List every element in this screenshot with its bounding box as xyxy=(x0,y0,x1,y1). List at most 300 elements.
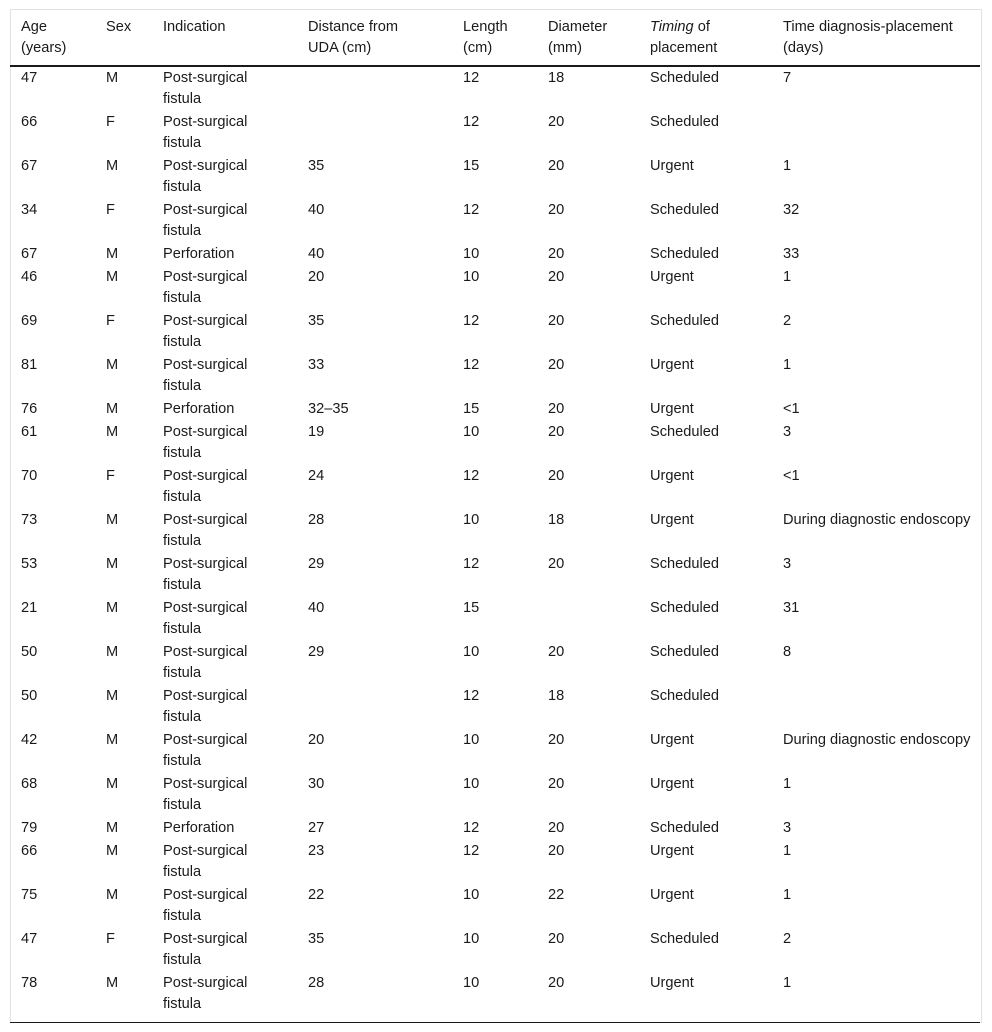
cell-time-diagnosis-text: 2 xyxy=(783,931,792,947)
cell-length-text: 10 xyxy=(463,887,480,903)
cell-time-diagnosis xyxy=(772,244,980,267)
cell-age xyxy=(10,267,95,311)
cell-diameter xyxy=(537,686,639,730)
table-row xyxy=(10,841,980,885)
cell-timing xyxy=(639,267,772,311)
cell-sex-text: M xyxy=(106,688,119,704)
cell-sex xyxy=(95,973,152,1023)
cell-sex xyxy=(95,818,152,841)
cell-time-diagnosis xyxy=(772,642,980,686)
cell-length-text: 10 xyxy=(463,931,480,947)
cell-length xyxy=(452,885,537,929)
cell-diameter xyxy=(537,642,639,686)
table-row xyxy=(10,200,980,244)
cell-age-text: 66 xyxy=(21,114,38,130)
cell-age-text: 81 xyxy=(21,357,38,373)
cell-diameter-text: 20 xyxy=(548,114,565,130)
cell-indication-text: Perforation xyxy=(163,246,235,262)
cell-sex xyxy=(95,244,152,267)
table-row xyxy=(10,267,980,311)
cell-timing-text: Scheduled xyxy=(650,424,719,440)
cell-length-text: 15 xyxy=(463,401,480,417)
cell-age-text: 79 xyxy=(21,820,38,836)
cell-indication-text: Post-surgical fistula xyxy=(163,688,248,725)
cell-indication-text: Post-surgical fistula xyxy=(163,644,248,681)
cell-timing-text: Urgent xyxy=(650,887,694,903)
cell-sex xyxy=(95,885,152,929)
cell-indication xyxy=(152,554,297,598)
cell-indication xyxy=(152,200,297,244)
cell-age xyxy=(10,422,95,466)
cell-age xyxy=(10,311,95,355)
cell-timing-text: Urgent xyxy=(650,776,694,792)
cell-diameter xyxy=(537,66,639,112)
cell-distance xyxy=(297,156,452,200)
cell-sex-text: M xyxy=(106,556,119,572)
cell-diameter xyxy=(537,466,639,510)
cell-diameter xyxy=(537,973,639,1023)
cell-time-diagnosis xyxy=(772,686,980,730)
cell-timing-text: Scheduled xyxy=(650,556,719,572)
cell-length xyxy=(452,554,537,598)
cell-indication-text: Post-surgical fistula xyxy=(163,556,248,593)
cell-diameter xyxy=(537,200,639,244)
cell-timing-text: Urgent xyxy=(650,975,694,991)
cell-sex-text: M xyxy=(106,269,119,285)
cell-length-text: 10 xyxy=(463,732,480,748)
cell-distance-text: 40 xyxy=(308,600,325,616)
cell-distance-text: 20 xyxy=(308,269,325,285)
cell-length-text: 12 xyxy=(463,843,480,859)
cell-indication-text: Post-surgical fistula xyxy=(163,202,248,239)
cell-indication-text: Post-surgical fistula xyxy=(163,313,248,350)
cell-timing xyxy=(639,156,772,200)
cell-timing xyxy=(639,355,772,399)
cell-diameter xyxy=(537,885,639,929)
cell-age xyxy=(10,841,95,885)
cell-timing-text: Urgent xyxy=(650,512,694,528)
cell-timing xyxy=(639,422,772,466)
cell-distance xyxy=(297,973,452,1023)
cell-distance xyxy=(297,841,452,885)
cell-sex-text: M xyxy=(106,401,119,417)
cell-timing xyxy=(639,66,772,112)
cell-diameter xyxy=(537,244,639,267)
cell-sex xyxy=(95,311,152,355)
cell-indication-text: Post-surgical fistula xyxy=(163,269,248,306)
cell-diameter-text: 20 xyxy=(548,843,565,859)
table-row xyxy=(10,422,980,466)
cell-age-text: 76 xyxy=(21,401,38,417)
cell-diameter-text: 20 xyxy=(548,158,565,174)
cell-length xyxy=(452,774,537,818)
cell-timing xyxy=(639,818,772,841)
cell-indication xyxy=(152,244,297,267)
cell-timing xyxy=(639,399,772,422)
cell-distance xyxy=(297,774,452,818)
cell-age-text: 46 xyxy=(21,269,38,285)
table-row xyxy=(10,554,980,598)
cell-distance-text: 28 xyxy=(308,512,325,528)
cell-age xyxy=(10,510,95,554)
table-row xyxy=(10,510,980,554)
cell-diameter-text: 20 xyxy=(548,975,565,991)
cell-timing xyxy=(639,973,772,1023)
cell-length-text: 12 xyxy=(463,70,480,86)
cell-age xyxy=(10,730,95,774)
cell-time-diagnosis-text: During diagnostic endoscopy xyxy=(783,512,971,528)
cell-sex-text: F xyxy=(106,202,115,218)
stent-placement-table xyxy=(10,10,980,1023)
cell-indication xyxy=(152,311,297,355)
cell-time-diagnosis-text: 1 xyxy=(783,269,792,285)
cell-indication xyxy=(152,973,297,1023)
cell-age xyxy=(10,929,95,973)
cell-age-text: 50 xyxy=(21,644,38,660)
cell-length xyxy=(452,267,537,311)
cell-sex xyxy=(95,66,152,112)
cell-timing-text: Scheduled xyxy=(650,644,719,660)
cell-distance-text: 29 xyxy=(308,644,325,660)
cell-length xyxy=(452,112,537,156)
cell-indication-text: Post-surgical fistula xyxy=(163,468,248,505)
cell-timing-text: Urgent xyxy=(650,357,694,373)
cell-diameter xyxy=(537,422,639,466)
cell-age-text: 70 xyxy=(21,468,38,484)
cell-age xyxy=(10,973,95,1023)
header-timing-emphasis: Timing xyxy=(650,19,694,35)
cell-timing xyxy=(639,885,772,929)
cell-diameter xyxy=(537,774,639,818)
cell-age-text: 34 xyxy=(21,202,38,218)
cell-distance-text: 23 xyxy=(308,843,325,859)
cell-age xyxy=(10,466,95,510)
cell-timing-text: Scheduled xyxy=(650,246,719,262)
cell-time-diagnosis xyxy=(772,66,980,112)
cell-age-text: 53 xyxy=(21,556,38,572)
table-row xyxy=(10,730,980,774)
cell-age-text: 50 xyxy=(21,688,38,704)
cell-timing-text: Urgent xyxy=(650,732,694,748)
table-header xyxy=(10,10,980,66)
cell-diameter-text: 20 xyxy=(548,313,565,329)
cell-time-diagnosis xyxy=(772,730,980,774)
cell-distance-text: 27 xyxy=(308,820,325,836)
cell-indication-text: Post-surgical fistula xyxy=(163,732,248,769)
cell-length-text: 12 xyxy=(463,313,480,329)
cell-indication-text: Post-surgical fistula xyxy=(163,158,248,195)
cell-distance xyxy=(297,466,452,510)
cell-indication xyxy=(152,885,297,929)
cell-indication-text: Post-surgical fistula xyxy=(163,975,248,1012)
cell-time-diagnosis xyxy=(772,422,980,466)
cell-timing xyxy=(639,774,772,818)
cell-distance-text: 35 xyxy=(308,931,325,947)
cell-length-text: 12 xyxy=(463,556,480,572)
cell-sex-text: F xyxy=(106,931,115,947)
cell-diameter xyxy=(537,112,639,156)
cell-diameter-text: 20 xyxy=(548,776,565,792)
cell-indication-text: Post-surgical fistula xyxy=(163,114,248,151)
cell-indication xyxy=(152,774,297,818)
cell-time-diagnosis-text: 2 xyxy=(783,313,792,329)
cell-sex xyxy=(95,156,152,200)
cell-timing xyxy=(639,554,772,598)
table-row xyxy=(10,642,980,686)
cell-length xyxy=(452,929,537,973)
cell-indication-text: Post-surgical fistula xyxy=(163,357,248,394)
cell-age-text: 47 xyxy=(21,70,38,86)
cell-length-text: 10 xyxy=(463,512,480,528)
cell-length-text: 12 xyxy=(463,202,480,218)
cell-time-diagnosis xyxy=(772,267,980,311)
cell-age-text: 21 xyxy=(21,600,38,616)
cell-diameter-text: 20 xyxy=(548,357,565,373)
cell-time-diagnosis-text: 8 xyxy=(783,644,792,660)
cell-length-text: 12 xyxy=(463,114,480,130)
cell-diameter-text: 20 xyxy=(548,202,565,218)
cell-diameter xyxy=(537,841,639,885)
cell-length xyxy=(452,66,537,112)
cell-length-text: 10 xyxy=(463,424,480,440)
table-row xyxy=(10,244,980,267)
cell-time-diagnosis-text: 32 xyxy=(783,202,800,218)
cell-timing xyxy=(639,841,772,885)
cell-age xyxy=(10,686,95,730)
cell-sex-text: M xyxy=(106,158,119,174)
cell-indication xyxy=(152,929,297,973)
cell-time-diagnosis-text: 3 xyxy=(783,556,792,572)
header-distance: Distance from UDA (cm) xyxy=(297,10,452,66)
cell-time-diagnosis-text: 1 xyxy=(783,843,792,859)
header-age: Age (years) xyxy=(10,10,95,66)
cell-length-text: 10 xyxy=(463,975,480,991)
cell-diameter xyxy=(537,156,639,200)
cell-sex xyxy=(95,730,152,774)
cell-sex-text: M xyxy=(106,644,119,660)
cell-age xyxy=(10,200,95,244)
cell-indication-text: Perforation xyxy=(163,401,235,417)
cell-time-diagnosis-text: <1 xyxy=(783,401,800,417)
cell-diameter-text: 18 xyxy=(548,688,565,704)
cell-diameter-text: 20 xyxy=(548,246,565,262)
cell-sex-text: M xyxy=(106,512,119,528)
cell-length xyxy=(452,311,537,355)
cell-age-text: 75 xyxy=(21,887,38,903)
cell-distance xyxy=(297,112,452,156)
cell-sex-text: M xyxy=(106,600,119,616)
cell-distance xyxy=(297,399,452,422)
cell-timing xyxy=(639,686,772,730)
cell-distance xyxy=(297,598,452,642)
cell-distance-text: 40 xyxy=(308,202,325,218)
cell-time-diagnosis-text: 1 xyxy=(783,887,792,903)
cell-distance-text: 30 xyxy=(308,776,325,792)
table-row xyxy=(10,686,980,730)
cell-sex xyxy=(95,466,152,510)
cell-time-diagnosis xyxy=(772,818,980,841)
cell-distance xyxy=(297,818,452,841)
cell-age xyxy=(10,642,95,686)
cell-time-diagnosis xyxy=(772,598,980,642)
cell-diameter-text: 20 xyxy=(548,931,565,947)
cell-distance xyxy=(297,885,452,929)
table-row xyxy=(10,818,980,841)
cell-length xyxy=(452,244,537,267)
cell-indication-text: Post-surgical fistula xyxy=(163,887,248,924)
cell-sex-text: M xyxy=(106,357,119,373)
header-row xyxy=(10,10,980,66)
cell-distance-text: 19 xyxy=(308,424,325,440)
cell-sex xyxy=(95,554,152,598)
cell-length xyxy=(452,642,537,686)
cell-diameter xyxy=(537,598,639,642)
header-length: Length (cm) xyxy=(452,10,537,66)
cell-timing-text: Scheduled xyxy=(650,202,719,218)
cell-age-text: 67 xyxy=(21,246,38,262)
header-timing-rest: of placement xyxy=(650,19,718,56)
cell-timing-text: Scheduled xyxy=(650,820,719,836)
cell-timing xyxy=(639,510,772,554)
cell-length xyxy=(452,355,537,399)
cell-sex xyxy=(95,841,152,885)
cell-timing-text: Urgent xyxy=(650,843,694,859)
cell-diameter xyxy=(537,267,639,311)
cell-length xyxy=(452,422,537,466)
header-indication: Indication xyxy=(152,10,297,66)
cell-diameter-text: 20 xyxy=(548,820,565,836)
cell-timing xyxy=(639,466,772,510)
cell-age xyxy=(10,244,95,267)
cell-distance-text: 35 xyxy=(308,158,325,174)
cell-time-diagnosis-text: 33 xyxy=(783,246,800,262)
cell-diameter xyxy=(537,355,639,399)
cell-diameter-text: 18 xyxy=(548,512,565,528)
cell-distance xyxy=(297,244,452,267)
cell-time-diagnosis xyxy=(772,200,980,244)
cell-indication xyxy=(152,642,297,686)
cell-age-text: 67 xyxy=(21,158,38,174)
cell-timing xyxy=(639,598,772,642)
cell-indication xyxy=(152,422,297,466)
cell-age xyxy=(10,598,95,642)
cell-distance xyxy=(297,730,452,774)
cell-time-diagnosis xyxy=(772,774,980,818)
cell-sex-text: M xyxy=(106,887,119,903)
cell-indication-text: Post-surgical fistula xyxy=(163,600,248,637)
cell-timing xyxy=(639,112,772,156)
cell-timing-text: Urgent xyxy=(650,468,694,484)
cell-time-diagnosis xyxy=(772,355,980,399)
cell-time-diagnosis xyxy=(772,399,980,422)
cell-diameter-text: 18 xyxy=(548,70,565,86)
table-row xyxy=(10,399,980,422)
cell-length-text: 15 xyxy=(463,158,480,174)
cell-sex-text: M xyxy=(106,776,119,792)
cell-timing-text: Scheduled xyxy=(650,70,719,86)
cell-age xyxy=(10,774,95,818)
cell-sex-text: F xyxy=(106,468,115,484)
cell-sex-text: M xyxy=(106,70,119,86)
cell-timing-text: Scheduled xyxy=(650,114,719,130)
cell-distance xyxy=(297,686,452,730)
cell-diameter xyxy=(537,554,639,598)
cell-sex-text: M xyxy=(106,246,119,262)
cell-indication xyxy=(152,730,297,774)
cell-sex xyxy=(95,686,152,730)
cell-time-diagnosis-text: 1 xyxy=(783,158,792,174)
cell-age-text: 42 xyxy=(21,732,38,748)
cell-time-diagnosis-text: During diagnostic endoscopy xyxy=(783,732,971,748)
cell-indication-text: Post-surgical fistula xyxy=(163,70,248,107)
cell-time-diagnosis xyxy=(772,885,980,929)
table-row xyxy=(10,311,980,355)
cell-length xyxy=(452,399,537,422)
cell-time-diagnosis-text: 1 xyxy=(783,357,792,373)
cell-time-diagnosis xyxy=(772,841,980,885)
cell-length xyxy=(452,510,537,554)
cell-time-diagnosis xyxy=(772,466,980,510)
cell-age-text: 78 xyxy=(21,975,38,991)
header-sex: Sex xyxy=(95,10,152,66)
cell-age-text: 73 xyxy=(21,512,38,528)
cell-age xyxy=(10,399,95,422)
cell-distance xyxy=(297,66,452,112)
cell-timing-text: Urgent xyxy=(650,269,694,285)
cell-distance xyxy=(297,642,452,686)
cell-diameter-text: 20 xyxy=(548,269,565,285)
cell-timing xyxy=(639,730,772,774)
cell-timing-text: Scheduled xyxy=(650,313,719,329)
cell-diameter-text: 20 xyxy=(548,644,565,660)
cell-time-diagnosis-text: 3 xyxy=(783,820,792,836)
cell-length xyxy=(452,973,537,1023)
cell-age xyxy=(10,66,95,112)
cell-diameter-text: 20 xyxy=(548,732,565,748)
cell-diameter-text: 20 xyxy=(548,401,565,417)
cell-sex xyxy=(95,598,152,642)
cell-time-diagnosis-text: 31 xyxy=(783,600,800,616)
cell-sex xyxy=(95,112,152,156)
cell-indication xyxy=(152,841,297,885)
cell-timing xyxy=(639,929,772,973)
cell-length-text: 10 xyxy=(463,269,480,285)
cell-time-diagnosis xyxy=(772,554,980,598)
cell-time-diagnosis xyxy=(772,156,980,200)
cell-indication-text: Perforation xyxy=(163,820,235,836)
table-row xyxy=(10,774,980,818)
cell-length xyxy=(452,841,537,885)
cell-diameter xyxy=(537,730,639,774)
cell-age xyxy=(10,112,95,156)
cell-sex-text: M xyxy=(106,843,119,859)
cell-length-text: 12 xyxy=(463,688,480,704)
cell-length xyxy=(452,686,537,730)
cell-distance xyxy=(297,267,452,311)
cell-indication xyxy=(152,267,297,311)
cell-diameter-text: 22 xyxy=(548,887,565,903)
cell-sex xyxy=(95,510,152,554)
cell-length-text: 12 xyxy=(463,357,480,373)
cell-distance xyxy=(297,311,452,355)
cell-time-diagnosis xyxy=(772,973,980,1023)
table-row xyxy=(10,885,980,929)
header-diameter: Diameter (mm) xyxy=(537,10,639,66)
cell-distance-text: 32–35 xyxy=(308,401,349,417)
cell-timing-text: Scheduled xyxy=(650,600,719,616)
table-row xyxy=(10,156,980,200)
cell-distance-text: 22 xyxy=(308,887,325,903)
